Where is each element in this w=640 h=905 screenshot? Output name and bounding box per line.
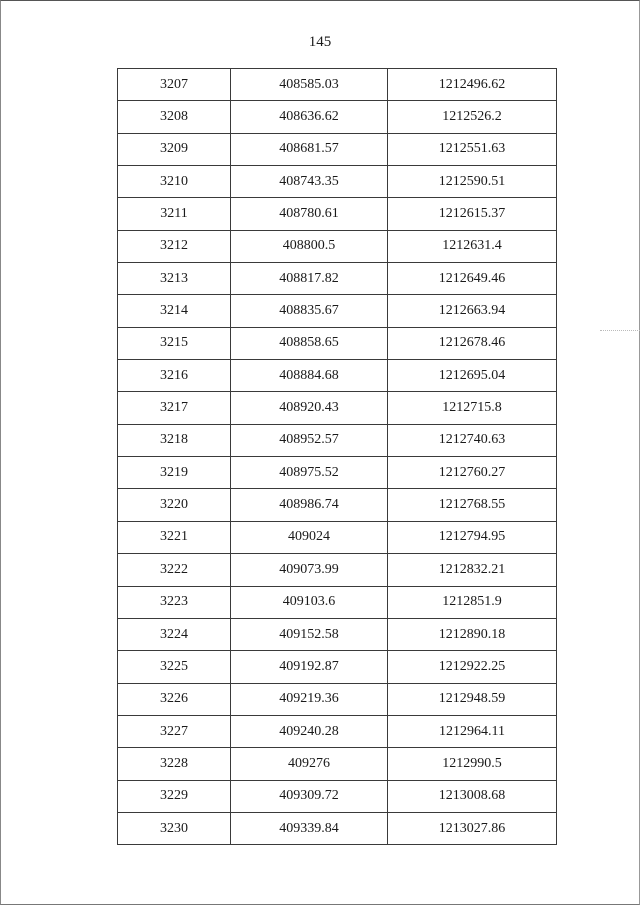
point-id-cell: 3226 bbox=[118, 683, 231, 715]
y-coordinate-cell: 1212715.8 bbox=[388, 392, 557, 424]
table-row bbox=[118, 166, 557, 198]
point-id-cell: 3210 bbox=[118, 166, 231, 198]
table-row bbox=[118, 683, 557, 715]
table-row bbox=[118, 651, 557, 683]
x-coordinate-cell: 408800.5 bbox=[231, 230, 388, 262]
table-row bbox=[118, 101, 557, 133]
x-coordinate-cell: 408636.62 bbox=[231, 101, 388, 133]
table-row bbox=[118, 360, 557, 392]
x-coordinate-cell: 408835.67 bbox=[231, 295, 388, 327]
point-id-cell: 3227 bbox=[118, 715, 231, 747]
x-coordinate-cell: 409339.84 bbox=[231, 812, 388, 844]
table-row bbox=[118, 69, 557, 101]
x-coordinate-cell: 408986.74 bbox=[231, 489, 388, 521]
table-row bbox=[118, 295, 557, 327]
point-id-cell: 3216 bbox=[118, 360, 231, 392]
point-id-cell: 3230 bbox=[118, 812, 231, 844]
y-coordinate-cell: 1212631.4 bbox=[388, 230, 557, 262]
point-id-cell: 3229 bbox=[118, 780, 231, 812]
y-coordinate-cell: 1212551.63 bbox=[388, 133, 557, 165]
x-coordinate-cell: 408817.82 bbox=[231, 263, 388, 295]
y-coordinate-cell: 1212768.55 bbox=[388, 489, 557, 521]
point-id-cell: 3212 bbox=[118, 230, 231, 262]
table-row bbox=[118, 327, 557, 359]
x-coordinate-cell: 408743.35 bbox=[231, 166, 388, 198]
y-coordinate-cell: 1212526.2 bbox=[388, 101, 557, 133]
y-coordinate-cell: 1212740.63 bbox=[388, 424, 557, 456]
point-id-cell: 3217 bbox=[118, 392, 231, 424]
point-id-cell: 3207 bbox=[118, 69, 231, 101]
table-row bbox=[118, 230, 557, 262]
table-row bbox=[118, 392, 557, 424]
x-coordinate-cell: 409192.87 bbox=[231, 651, 388, 683]
table-row bbox=[118, 812, 557, 844]
point-id-cell: 3224 bbox=[118, 618, 231, 650]
table-row bbox=[118, 780, 557, 812]
x-coordinate-cell: 409073.99 bbox=[231, 554, 388, 586]
y-coordinate-cell: 1212990.5 bbox=[388, 748, 557, 780]
x-coordinate-cell: 409240.28 bbox=[231, 715, 388, 747]
y-coordinate-cell: 1212964.11 bbox=[388, 715, 557, 747]
table-row bbox=[118, 489, 557, 521]
point-id-cell: 3218 bbox=[118, 424, 231, 456]
y-coordinate-cell: 1213008.68 bbox=[388, 780, 557, 812]
x-coordinate-cell: 409103.6 bbox=[231, 586, 388, 618]
table-row bbox=[118, 198, 557, 230]
y-coordinate-cell: 1212590.51 bbox=[388, 166, 557, 198]
y-coordinate-cell: 1212851.9 bbox=[388, 586, 557, 618]
y-coordinate-cell: 1212678.46 bbox=[388, 327, 557, 359]
coordinate-table bbox=[117, 68, 557, 845]
x-coordinate-cell: 408884.68 bbox=[231, 360, 388, 392]
page-number: 145 bbox=[308, 34, 332, 50]
x-coordinate-cell: 409309.72 bbox=[231, 780, 388, 812]
table-row bbox=[118, 748, 557, 780]
y-coordinate-cell: 1212760.27 bbox=[388, 457, 557, 489]
y-coordinate-cell: 1212890.18 bbox=[388, 618, 557, 650]
table-row bbox=[118, 457, 557, 489]
point-id-cell: 3214 bbox=[118, 295, 231, 327]
x-coordinate-cell: 408585.03 bbox=[231, 69, 388, 101]
x-coordinate-cell: 409024 bbox=[231, 521, 388, 553]
y-coordinate-cell: 1212948.59 bbox=[388, 683, 557, 715]
point-id-cell: 3211 bbox=[118, 198, 231, 230]
point-id-cell: 3225 bbox=[118, 651, 231, 683]
point-id-cell: 3220 bbox=[118, 489, 231, 521]
point-id-cell: 3208 bbox=[118, 101, 231, 133]
x-coordinate-cell: 408975.52 bbox=[231, 457, 388, 489]
y-coordinate-cell: 1212615.37 bbox=[388, 198, 557, 230]
table-row bbox=[118, 715, 557, 747]
x-coordinate-cell: 408920.43 bbox=[231, 392, 388, 424]
y-coordinate-cell: 1212922.25 bbox=[388, 651, 557, 683]
y-coordinate-cell: 1212663.94 bbox=[388, 295, 557, 327]
point-id-cell: 3209 bbox=[118, 133, 231, 165]
y-coordinate-cell: 1212794.95 bbox=[388, 521, 557, 553]
x-coordinate-cell: 409152.58 bbox=[231, 618, 388, 650]
coordinate-table-body bbox=[118, 69, 557, 845]
x-coordinate-cell: 409276 bbox=[231, 748, 388, 780]
y-coordinate-cell: 1212649.46 bbox=[388, 263, 557, 295]
point-id-cell: 3221 bbox=[118, 521, 231, 553]
x-coordinate-cell: 408952.57 bbox=[231, 424, 388, 456]
scan-edge-mark bbox=[600, 330, 640, 331]
table-row bbox=[118, 618, 557, 650]
y-coordinate-cell: 1213027.86 bbox=[388, 812, 557, 844]
table-row bbox=[118, 133, 557, 165]
y-coordinate-cell: 1212695.04 bbox=[388, 360, 557, 392]
x-coordinate-cell: 408858.65 bbox=[231, 327, 388, 359]
point-id-cell: 3228 bbox=[118, 748, 231, 780]
table-row bbox=[118, 424, 557, 456]
point-id-cell: 3222 bbox=[118, 554, 231, 586]
x-coordinate-cell: 409219.36 bbox=[231, 683, 388, 715]
x-coordinate-cell: 408780.61 bbox=[231, 198, 388, 230]
point-id-cell: 3219 bbox=[118, 457, 231, 489]
point-id-cell: 3213 bbox=[118, 263, 231, 295]
table-row bbox=[118, 263, 557, 295]
y-coordinate-cell: 1212832.21 bbox=[388, 554, 557, 586]
table-row bbox=[118, 586, 557, 618]
point-id-cell: 3223 bbox=[118, 586, 231, 618]
table-row bbox=[118, 521, 557, 553]
x-coordinate-cell: 408681.57 bbox=[231, 133, 388, 165]
point-id-cell: 3215 bbox=[118, 327, 231, 359]
y-coordinate-cell: 1212496.62 bbox=[388, 69, 557, 101]
table-row bbox=[118, 554, 557, 586]
